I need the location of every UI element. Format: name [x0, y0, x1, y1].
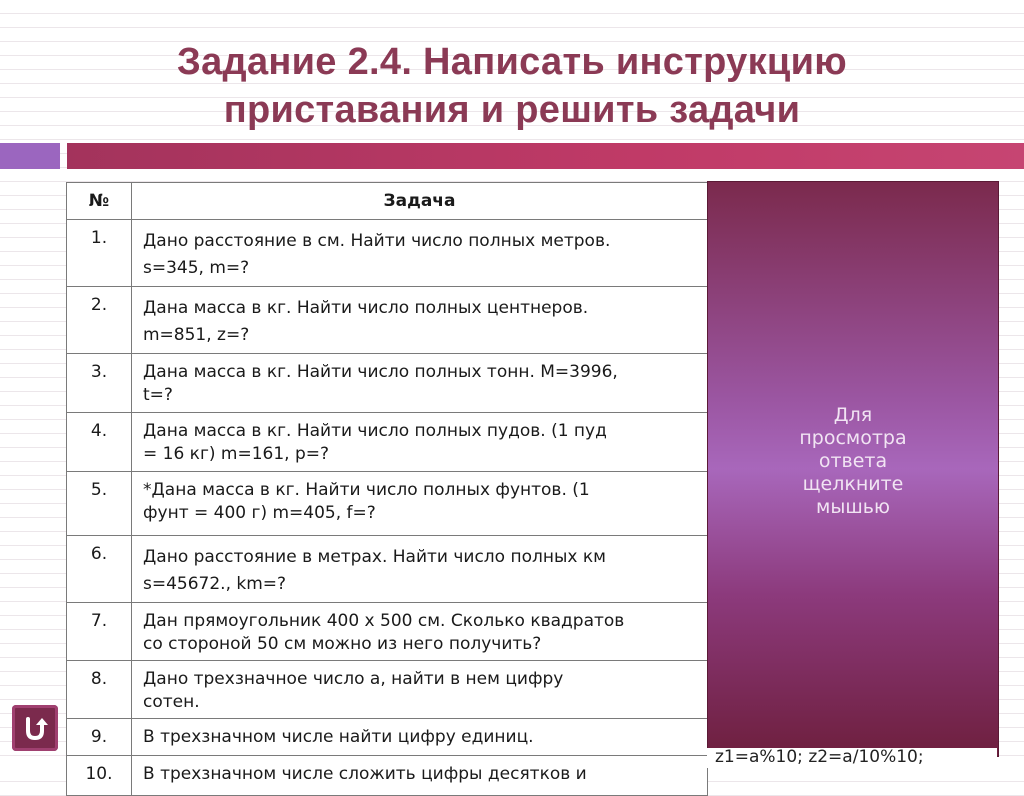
task-line: Дан прямоугольник 400 х 500 см. Сколько квадратов: [143, 611, 625, 631]
table-row: [67, 354, 708, 413]
table-row: [67, 536, 708, 603]
side-accent-bar: [0, 143, 60, 169]
row-number: 1.: [67, 220, 132, 287]
row-task: [132, 413, 708, 472]
header-num: №: [67, 183, 132, 220]
answer-caption-line: щелкните: [802, 473, 904, 495]
tasks-table: [66, 182, 708, 796]
table-row: [67, 756, 708, 796]
task-line: сотен.: [143, 692, 200, 712]
row-task: [132, 287, 708, 354]
row-number: 4.: [67, 413, 132, 472]
row-number: 2.: [67, 287, 132, 354]
answer-caption-line: ответа: [818, 450, 888, 472]
row-task: [132, 756, 708, 796]
answer-caption-line: мышью: [816, 496, 890, 518]
return-arrow-icon: [20, 713, 50, 743]
table-row: [67, 220, 708, 287]
task-line: *Дана масса в кг. Найти число полных фунтов. (1: [143, 480, 590, 500]
task-line: = 16 кг) m=161, p=?: [143, 444, 330, 464]
title-accent-bar: [67, 143, 1024, 169]
task-line: Дано расстояние в метрах. Найти число полных км: [143, 547, 606, 567]
row-number: 6.: [67, 536, 132, 603]
task-line: t=?: [143, 385, 173, 405]
row-number: 8.: [67, 661, 132, 719]
row-task: [132, 661, 708, 719]
task-line: фунт = 400 г) m=405, f=?: [143, 503, 376, 523]
task-line: m=851, z=?: [143, 325, 250, 345]
table-row: [67, 413, 708, 472]
task-line: Дано расстояние в см. Найти число полных метров.: [143, 231, 611, 251]
task-line: Дано трехзначное число a, найти в нем цифру: [143, 669, 564, 689]
row-task: [132, 719, 708, 756]
task-line: s=345, m=?: [143, 258, 250, 278]
answer-caption-line: Для: [833, 404, 873, 426]
row-number: 7.: [67, 603, 132, 661]
table-row: [67, 719, 708, 756]
table-header-row: [67, 183, 708, 220]
table-row: [67, 661, 708, 719]
row-task: [132, 472, 708, 536]
slide-title: [60, 38, 964, 134]
row-number: 5.: [67, 472, 132, 536]
answer-panel-caption: [708, 404, 998, 519]
task-line: В трехзначном числе найти цифру единиц.: [143, 727, 534, 747]
table-row: [67, 472, 708, 536]
task-line: s=45672., km=?: [143, 574, 287, 594]
row-task: [132, 603, 708, 661]
header-task: Задача: [132, 183, 708, 220]
row-number: 3.: [67, 354, 132, 413]
task-line: со стороной 50 см можно из него получить?: [143, 634, 542, 654]
row-task: [132, 536, 708, 603]
back-button[interactable]: [12, 705, 58, 751]
slide-title-line-1: Задание 2.4. Написать инструкцию: [177, 41, 847, 83]
row-task: [132, 354, 708, 413]
task-line: Дана масса в кг. Найти число полных пудов. (1 пуд: [143, 421, 607, 441]
table-row: [67, 287, 708, 354]
answer-reveal-panel[interactable]: [707, 181, 999, 757]
row-task: [132, 220, 708, 287]
task-line: В трехзначном числе сложить цифры десятков и: [143, 764, 587, 784]
row-number: 10.: [67, 756, 132, 796]
task-line: Дана масса в кг. Найти число полных тонн. M=3996,: [143, 362, 618, 382]
answer-caption-line: просмотра: [799, 427, 907, 449]
task-line: Дана масса в кг. Найти число полных центнеров.: [143, 298, 589, 318]
row-number: 9.: [67, 719, 132, 756]
table-row: [67, 603, 708, 661]
answer-peek-text: z1=a%10; z2=a/10%10;: [707, 748, 997, 768]
slide-title-line-2: приставания и решить задачи: [223, 89, 801, 131]
